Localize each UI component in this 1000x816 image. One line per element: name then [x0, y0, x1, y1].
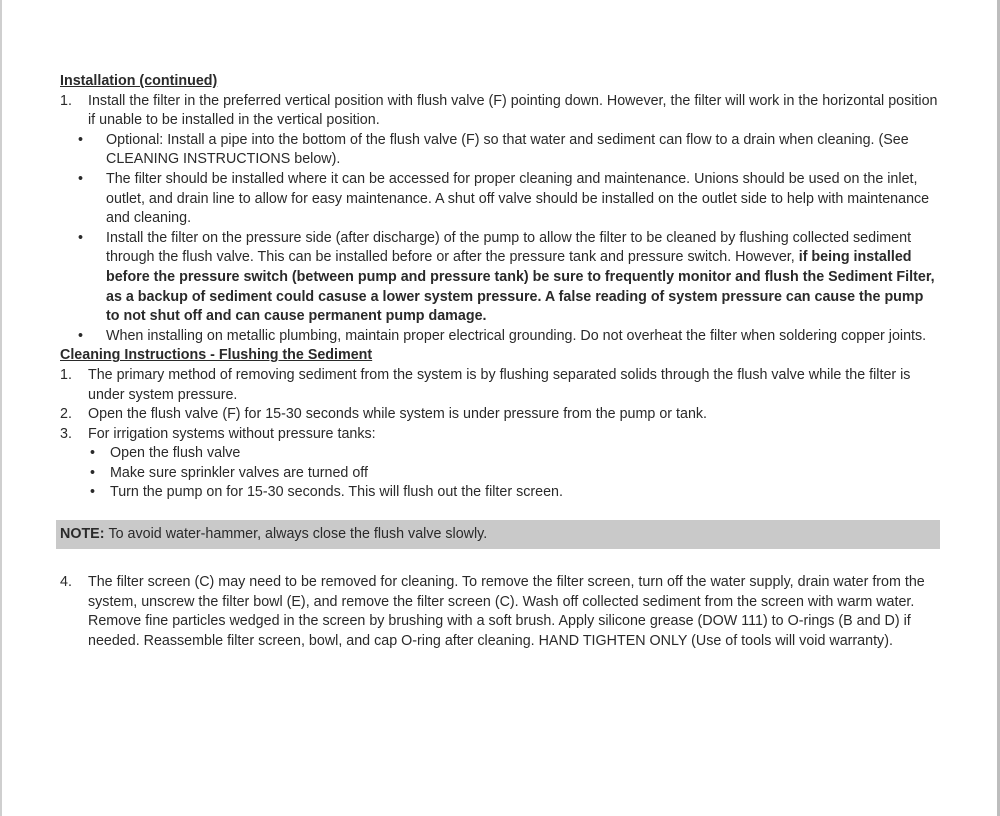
note-text: To avoid water-hammer, always close the flush valve slowly. — [108, 525, 488, 542]
installation-bullet-2 — [60, 170, 940, 229]
cleaning-item-3 — [60, 425, 940, 445]
note-label: NOTE: — [60, 525, 105, 542]
bullet-text: When installing on metallic plumbing, maintain proper electrical grounding. Do not overheat the filter when soldering copper joints. — [106, 327, 927, 344]
installation-heading: Installation (continued) — [60, 73, 218, 89]
item-number: 2. — [60, 406, 72, 423]
irrigation-step-3 — [60, 483, 940, 503]
document-page — [60, 72, 940, 651]
bullet-text: Open the flush valve — [110, 445, 241, 462]
bullet-text: The filter should be installed where it can be accessed for proper cleaning and maintenance. Unions should be used on the inlet, outlet, and drain line to allow for easy maintenance. A shut off valve should be installed on the outlet side to help with maintenance and cleaning. — [106, 170, 930, 227]
item-number: 1. — [60, 92, 72, 109]
warning-text: if being installed before the pressure switch (between pump and pressure tank) be sure to frequently monitor and flush the Sediment Filter, as a backup of sediment could casuse a lower system pressure. A false reading of system pressure can cause the pump to not shut off and can cause permanent pump damage. — [106, 249, 935, 325]
installation-item-1 — [60, 92, 940, 131]
item-text: Open the flush valve (F) for 15-30 seconds while system is under pressure from the pump or tank. — [88, 406, 708, 423]
item-text: The primary method of removing sediment from the system is by flushing separated solids through the flush valve while the filter is under system pressure. — [88, 366, 911, 403]
item-text: Install the filter in the preferred vertical position with flush valve (F) pointing down. However, the filter will work in the horizontal position if unable to be installed in the vertical position. — [88, 92, 938, 129]
cleaning-item-4 — [60, 573, 940, 651]
bullet-text: Install the filter on the pressure side (after discharge) of the pump to allow the filter to be cleaned by flushing collected sediment through the flush valve. This can be installed before or after the pressure tank and pressure switch. However, — [106, 229, 912, 266]
irrigation-step-1 — [60, 444, 940, 464]
bullet-icon: • — [78, 170, 84, 187]
installation-bullet-3 — [60, 229, 940, 327]
bullet-icon: • — [78, 229, 84, 246]
bullet-text: Optional: Install a pipe into the bottom of the flush valve (F) so that water and sediment can flow to a drain when cleaning. (See CLEANING INSTRUCTIONS below). — [106, 131, 909, 168]
cleaning-item-2 — [60, 405, 940, 425]
item-text: The filter screen (C) may need to be removed for cleaning. To remove the filter screen, turn off the water supply, drain water from the system, unscrew the filter bowl (E), and remove the filter screen (C). Wash off collected sediment from the screen with warm water. Remove fine particles wedged in the screen by brushing with a soft brush. Apply silicone grease (DOW 111) to O-rings (B and D) if needed. Reassemble filter screen, bowl, and cap O-ring after cleaning. HAND TIGHTEN ONLY (Use of tools will void warranty). — [88, 574, 925, 649]
bullet-text: Turn the pump on for 15-30 seconds. This will flush out the filter screen. — [110, 484, 563, 501]
bullet-icon: • — [90, 445, 96, 462]
item-number: 3. — [60, 425, 72, 442]
bullet-icon: • — [90, 484, 96, 501]
bullet-icon: • — [78, 327, 84, 344]
bullet-icon: • — [90, 464, 96, 481]
item-text: For irrigation systems without pressure tanks: — [88, 425, 376, 442]
installation-bullet-1 — [60, 131, 940, 170]
cleaning-item-1 — [60, 366, 940, 405]
note-banner — [56, 520, 940, 549]
page-border-left — [0, 0, 2, 816]
cleaning-heading: Cleaning Instructions - Flushing the Sediment — [60, 347, 373, 364]
bullet-icon: • — [78, 131, 84, 148]
bullet-text: Make sure sprinkler valves are turned off — [110, 464, 368, 481]
item-number: 4. — [60, 574, 72, 591]
item-number: 1. — [60, 366, 72, 383]
irrigation-step-2 — [60, 464, 940, 484]
installation-bullet-4 — [60, 327, 940, 347]
